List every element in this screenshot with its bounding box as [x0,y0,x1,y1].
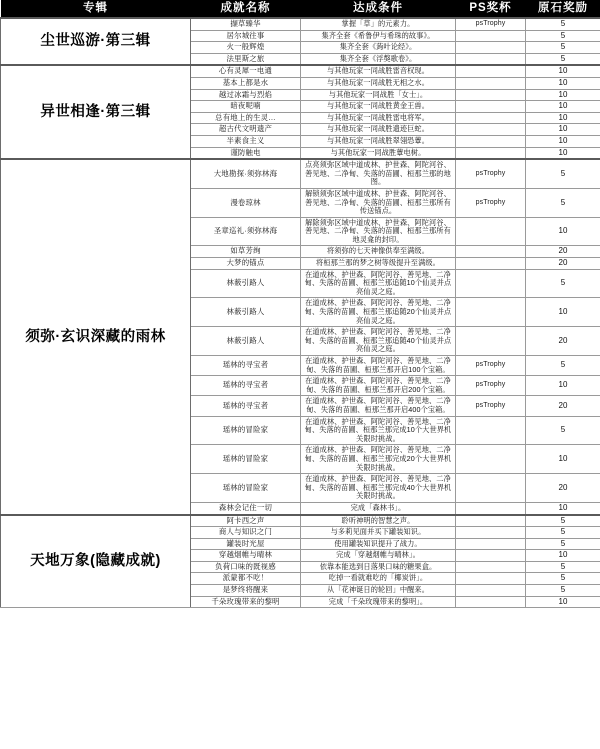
achievement-name-cell: 撷草臻华 [191,18,301,30]
achievement-name-cell: 穿越烟帷与晴林 [191,550,301,562]
ps-trophy-cell: psTrophy [456,188,526,217]
achievement-condition-cell: 与其他玩家一同战胜黄金王兽。 [301,101,456,113]
achievement-condition-cell: 与其他玩家一同战胜雷音权现。 [301,65,456,77]
ps-trophy-cell: psTrophy [456,356,526,376]
ps-trophy-cell [456,573,526,585]
ps-trophy-cell [456,53,526,65]
primogem-reward-cell: 10 [526,550,600,562]
primogem-reward-cell: 20 [526,327,600,356]
column-header-album: 专辑 [1,0,191,18]
album-cell: 尘世巡游·第三辑 [1,18,191,65]
achievement-condition-cell: 掌握「草」的元素力。 [301,18,456,30]
achievement-name-cell: 是梦终将醒来 [191,585,301,597]
achievement-condition-cell: 将须弥的七天神像供奉至满级。 [301,246,456,258]
ps-trophy-cell [456,538,526,550]
ps-trophy-cell [456,416,526,445]
achievement-condition-cell: 与其他玩家一同战胜「女士」。 [301,89,456,101]
ps-trophy-cell: psTrophy [456,159,526,188]
achievement-name-cell: 瑶林的冒险家 [191,445,301,474]
achievement-name-cell: 负荷口味的既视感 [191,561,301,573]
primogem-reward-cell: 10 [526,112,600,124]
achievement-name-cell: 瑶林的冒险家 [191,416,301,445]
primogem-reward-cell: 5 [526,18,600,30]
achievement-condition-cell: 在道成林、护世森、阿陀河谷、善见地、二净甸、失落的苗圃、桓那兰那追随20个仙灵并点亮仙灵之庭。 [301,298,456,327]
achievement-name-cell: 派蒙都不吃！ [191,573,301,585]
ps-trophy-cell [456,502,526,514]
primogem-reward-cell: 5 [526,159,600,188]
achievement-condition-cell: 点亮须弥区域中道成林、护世森、阿陀河谷、善见地、二净甸、失落的苗圃、桓那兰那的地图。 [301,159,456,188]
achievement-name-cell: 超古代文明遗产 [191,124,301,136]
achievement-name-cell: 火一般辉煌 [191,42,301,54]
achievement-name-cell: 罐装时光屋 [191,538,301,550]
ps-trophy-cell: psTrophy [456,396,526,416]
primogem-reward-cell: 10 [526,596,600,608]
ps-trophy-cell [456,42,526,54]
achievement-condition-cell: 在道成林、护世森、阿陀河谷、善见地、二净甸、失落的苗圃、桓那兰那完成10个大世界机关限时挑战。 [301,416,456,445]
achievement-condition-cell: 从「花神诞日的轮回」中醒来。 [301,585,456,597]
primogem-reward-cell: 5 [526,585,600,597]
achievement-name-cell: 瑶林的寻宝者 [191,356,301,376]
ps-trophy-cell [456,327,526,356]
ps-trophy-cell [456,527,526,539]
primogem-reward-cell: 5 [526,416,600,445]
achievement-name-cell: 圣章巡礼·须弥林海 [191,217,301,246]
ps-trophy-cell [456,561,526,573]
ps-trophy-cell [456,112,526,124]
primogem-reward-cell: 10 [526,124,600,136]
achievement-condition-cell: 在道成林、护世森、阿陀河谷、善见地、二净甸、失落的苗圃、桓那兰那完成40个大世界机关限时挑战。 [301,474,456,503]
achievement-name-cell: 总有地上的生灵… [191,112,301,124]
achievement-name-cell: 森林会记住一切 [191,502,301,514]
primogem-reward-cell: 5 [526,42,600,54]
ps-trophy-cell [456,596,526,608]
achievement-name-cell: 暗夜呢喃 [191,101,301,113]
achievement-condition-cell: 在道成林、护世森、阿陀河谷、善见地、二净甸、失落的苗圃、桓那兰那开启200个宝箱。 [301,376,456,396]
album-cell: 天地万象(隐藏成就) [1,515,191,608]
achievement-name-cell: 法里斯之旅 [191,53,301,65]
primogem-reward-cell: 10 [526,135,600,147]
primogem-reward-cell: 10 [526,65,600,77]
ps-trophy-cell [456,65,526,77]
column-header-name: 成就名称 [191,0,301,18]
achievement-name-cell: 谨防触电 [191,147,301,159]
achievement-name-cell: 林薮引路人 [191,298,301,327]
achievement-condition-cell: 吃掉一看就难吃的「椰炭饼」。 [301,573,456,585]
achievement-condition-cell: 在道成林、护世森、阿陀河谷、善见地、二净甸、失落的苗圃、桓那兰那开启400个宝箱。 [301,396,456,416]
achievement-name-cell: 瑶林的冒险家 [191,474,301,503]
achievement-name-cell: 越过冰霜与烈焰 [191,89,301,101]
ps-trophy-cell: psTrophy [456,18,526,30]
achievement-condition-cell: 与其他玩家一同战胜蕈电树。 [301,147,456,159]
primogem-reward-cell: 20 [526,258,600,270]
ps-trophy-cell [456,269,526,298]
achievement-condition-cell: 与多莉见面并买下罐装知识。 [301,527,456,539]
achievement-condition-cell: 完成「千朵玫瑰带来的黎明」。 [301,596,456,608]
ps-trophy-cell [456,89,526,101]
achievement-name-cell: 林薮引路人 [191,269,301,298]
achievement-condition-cell: 使用罐装知识提升了战力。 [301,538,456,550]
primogem-reward-cell: 20 [526,246,600,258]
table-row [1,159,600,188]
achievement-condition-cell: 在道成林、护世森、阿陀河谷、善见地、二净甸、失落的苗圃、桓那兰那追随40个仙灵并点亮仙灵之庭。 [301,327,456,356]
primogem-reward-cell: 5 [526,356,600,376]
ps-trophy-cell [456,550,526,562]
column-header-trophy: PS奖杯 [456,0,526,18]
achievement-condition-cell: 在道成林、护世森、阿陀河谷、善见地、二净甸、失落的苗圃、桓那兰那完成20个大世界机关限时挑战。 [301,445,456,474]
primogem-reward-cell: 5 [526,561,600,573]
achievement-name-cell: 阿卡西之声 [191,515,301,527]
primogem-reward-cell: 10 [526,298,600,327]
achievement-name-cell: 大地勘探·须弥林海 [191,159,301,188]
primogem-reward-cell: 20 [526,474,600,503]
achievement-condition-cell: 集齐全套《蒟叶论经》。 [301,42,456,54]
ps-trophy-cell [456,258,526,270]
achievement-name-cell: 如草芳绚 [191,246,301,258]
table-row [1,515,600,527]
achievement-condition-cell: 集齐全套《希鲁伊与希珠的故事》。 [301,30,456,42]
ps-trophy-cell [456,474,526,503]
achievement-condition-cell: 在道成林、护世森、阿陀河谷、善见地、二净甸、失落的苗圃、桓那兰那追随10个仙灵并点亮仙灵之庭。 [301,269,456,298]
primogem-reward-cell: 10 [526,445,600,474]
achievement-condition-cell: 解锁须弥区域中道成林、护世森、阿陀河谷、善见地、二净甸、失落的苗圃、桓那兰那所有传送锚点。 [301,188,456,217]
achievement-condition-cell: 与其他玩家一同战胜遗迹巨蛇。 [301,124,456,136]
primogem-reward-cell: 10 [526,89,600,101]
header-row [1,0,600,18]
ps-trophy-cell [456,217,526,246]
ps-trophy-cell [456,298,526,327]
primogem-reward-cell: 5 [526,573,600,585]
achievement-name-cell: 漫卷琼林 [191,188,301,217]
ps-trophy-cell [456,147,526,159]
achievement-condition-cell: 集齐全套《浮獒歌卷》。 [301,53,456,65]
table-row [1,18,600,30]
achievement-name-cell: 商人与知识之门 [191,527,301,539]
achievement-condition-cell: 依靠本能选到日落果口味的糖果盒。 [301,561,456,573]
ps-trophy-cell [456,101,526,113]
achievement-name-cell: 千朵玫瑰带来的黎明 [191,596,301,608]
ps-trophy-cell [456,77,526,89]
album-cell: 异世相逢·第三辑 [1,65,191,159]
achievement-condition-cell: 与其他玩家一同战胜无相之水。 [301,77,456,89]
primogem-reward-cell: 10 [526,376,600,396]
primogem-reward-cell: 10 [526,217,600,246]
achievement-name-cell: 瑶林的寻宝者 [191,396,301,416]
primogem-reward-cell: 5 [526,30,600,42]
ps-trophy-cell [456,135,526,147]
achievement-condition-cell: 将桓那兰那的梦之树等级提升至满级。 [301,258,456,270]
achievement-condition-cell: 完成「穿越烟帷与晴林」。 [301,550,456,562]
primogem-reward-cell: 10 [526,147,600,159]
column-header-condition: 达成条件 [301,0,456,18]
primogem-reward-cell: 10 [526,77,600,89]
achievement-condition-cell: 解除须弥区域中道成林、护世森、阿陀河谷、善见地、二净甸、失落的苗圃、桓那兰那所有地灵龛的封印。 [301,217,456,246]
primogem-reward-cell: 10 [526,502,600,514]
ps-trophy-cell [456,445,526,474]
achievement-name-cell: 半素食主义 [191,135,301,147]
achievement-name-cell: 林薮引路人 [191,327,301,356]
ps-trophy-cell [456,246,526,258]
table-row [1,65,600,77]
primogem-reward-cell: 5 [526,515,600,527]
ps-trophy-cell [456,515,526,527]
primogem-reward-cell: 5 [526,538,600,550]
ps-trophy-cell [456,585,526,597]
primogem-reward-cell: 5 [526,188,600,217]
ps-trophy-cell [456,124,526,136]
primogem-reward-cell: 10 [526,101,600,113]
ps-trophy-cell [456,30,526,42]
table-body [1,18,600,608]
achievement-name-cell: 心有灵犀一电通 [191,65,301,77]
table-header [1,0,600,18]
achievement-name-cell: 基本上都是水 [191,77,301,89]
achievement-name-cell: 大梦的锚点 [191,258,301,270]
primogem-reward-cell: 20 [526,396,600,416]
primogem-reward-cell: 5 [526,527,600,539]
ps-trophy-cell: psTrophy [456,376,526,396]
achievement-condition-cell: 完成「森林书」。 [301,502,456,514]
achievement-condition-cell: 与其他玩家一同战胜翠翎恐蕈。 [301,135,456,147]
album-cell: 须弥·玄识深藏的雨林 [1,159,191,514]
achievement-name-cell: 居尔城往事 [191,30,301,42]
primogem-reward-cell: 5 [526,269,600,298]
achievement-condition-cell: 与其他玩家一同战胜雷电将军。 [301,112,456,124]
achievement-condition-cell: 在道成林、护世森、阿陀河谷、善见地、二净甸、失落的苗圃、桓那兰那开启100个宝箱。 [301,356,456,376]
achievement-name-cell: 瑶林的寻宝者 [191,376,301,396]
primogem-reward-cell: 5 [526,53,600,65]
column-header-primo: 原石奖励 [526,0,600,18]
achievement-condition-cell: 聆听神明的智慧之声。 [301,515,456,527]
